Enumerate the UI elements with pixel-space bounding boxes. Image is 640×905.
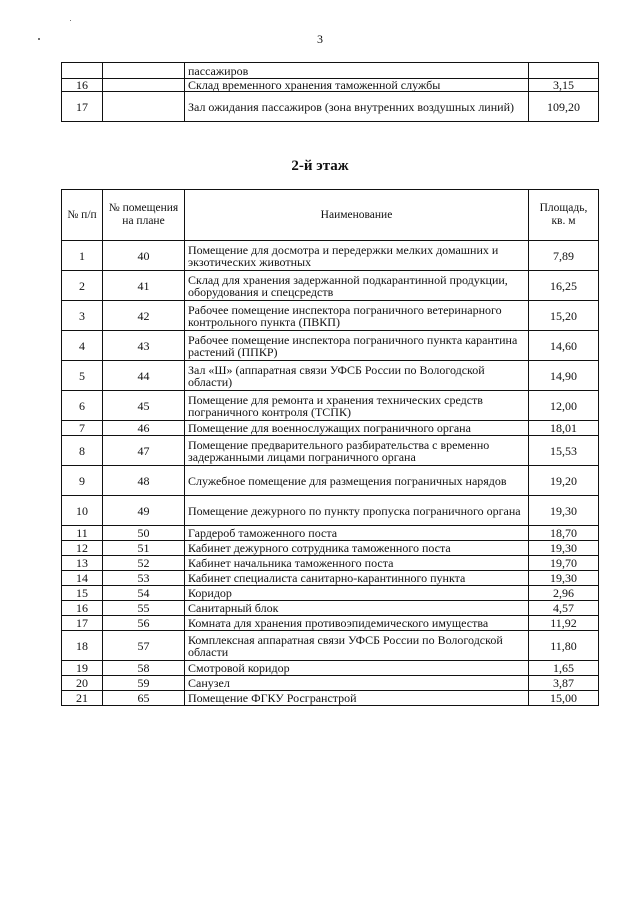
- room-name: Кабинет специалиста санитарно-карантинного пункта: [185, 571, 529, 586]
- room-area: 19,30: [529, 496, 599, 526]
- table-row: [62, 661, 599, 676]
- header-area: Площадь, кв. м: [529, 190, 599, 241]
- room-area: 15,00: [529, 691, 599, 706]
- room-name: Помещение дежурного по пункту пропуска пограничного органа: [185, 496, 529, 526]
- room-number: 58: [103, 661, 185, 676]
- row-number: 8: [62, 436, 103, 466]
- table-row: [62, 391, 599, 421]
- room-number: 65: [103, 691, 185, 706]
- room-number: 56: [103, 616, 185, 631]
- room-name: Комната для хранения противоэпидемического имущества: [185, 616, 529, 631]
- row-number: [62, 63, 103, 79]
- room-number: 45: [103, 391, 185, 421]
- row-number: 12: [62, 541, 103, 556]
- room-name: Санузел: [185, 676, 529, 691]
- room-area: 14,60: [529, 331, 599, 361]
- row-number: 11: [62, 526, 103, 541]
- room-name: Зал «Ш» (аппаратная связи УФСБ России по Вологодской области): [185, 361, 529, 391]
- room-area: [529, 63, 599, 79]
- room-name: Рабочее помещение инспектора пограничного ветеринарного контрольного пункта (ПВКП): [185, 301, 529, 331]
- room-number: 55: [103, 601, 185, 616]
- room-number: 54: [103, 586, 185, 601]
- table-row: [62, 541, 599, 556]
- row-number: 9: [62, 466, 103, 496]
- header-name: Наименование: [185, 190, 529, 241]
- room-area: 7,89: [529, 241, 599, 271]
- row-number: 2: [62, 271, 103, 301]
- row-number: 17: [62, 92, 103, 122]
- row-number: 18: [62, 631, 103, 661]
- row-number: 7: [62, 421, 103, 436]
- room-name: Служебное помещение для размещения пограничных нарядов: [185, 466, 529, 496]
- room-name: Санитарный блок: [185, 601, 529, 616]
- room-area: 4,57: [529, 601, 599, 616]
- table-header-row: [62, 190, 599, 241]
- room-name: Коридор: [185, 586, 529, 601]
- room-name: Смотровой коридор: [185, 661, 529, 676]
- room-number: 59: [103, 676, 185, 691]
- room-name: Помещение для ремонта и хранения технических средств пограничного контроля (ТСПК): [185, 391, 529, 421]
- table-row: [62, 616, 599, 631]
- row-number: 15: [62, 586, 103, 601]
- header-num: № п/п: [62, 190, 103, 241]
- row-number: 5: [62, 361, 103, 391]
- room-number: 42: [103, 301, 185, 331]
- table-row: [62, 301, 599, 331]
- row-number: 14: [62, 571, 103, 586]
- room-area: 3,87: [529, 676, 599, 691]
- room-number: [103, 63, 185, 79]
- row-number: 4: [62, 331, 103, 361]
- room-area: 109,20: [529, 92, 599, 122]
- room-number: [103, 79, 185, 92]
- rooms-table-body: [62, 241, 599, 706]
- table-row: [62, 361, 599, 391]
- continuation-table: [61, 62, 599, 122]
- room-number: 51: [103, 541, 185, 556]
- room-area: 12,00: [529, 391, 599, 421]
- room-number: 48: [103, 466, 185, 496]
- room-name: Зал ожидания пассажиров (зона внутренних воздушных линий): [185, 92, 529, 122]
- table-row: [62, 676, 599, 691]
- room-name: пассажиров: [185, 63, 529, 79]
- room-number: [103, 92, 185, 122]
- room-name: Склад временного хранения таможенной службы: [185, 79, 529, 92]
- table-row: [62, 271, 599, 301]
- table-row: [62, 571, 599, 586]
- continuation-table-body: [62, 63, 599, 122]
- table-row: [62, 466, 599, 496]
- page-number: 3: [317, 32, 323, 46]
- scan-speck: [70, 20, 71, 21]
- table-row: [62, 63, 599, 79]
- row-number: 1: [62, 241, 103, 271]
- room-area: 14,90: [529, 361, 599, 391]
- room-name: Помещение ФГКУ Росгранстрой: [185, 691, 529, 706]
- room-area: 18,70: [529, 526, 599, 541]
- row-number: 20: [62, 676, 103, 691]
- table-row: [62, 92, 599, 122]
- table-row: [62, 496, 599, 526]
- room-number: 43: [103, 331, 185, 361]
- room-number: 40: [103, 241, 185, 271]
- room-area: 2,96: [529, 586, 599, 601]
- table-row: [62, 601, 599, 616]
- room-number: 41: [103, 271, 185, 301]
- room-area: 11,80: [529, 631, 599, 661]
- room-area: 19,20: [529, 466, 599, 496]
- table-row: [62, 586, 599, 601]
- room-number: 47: [103, 436, 185, 466]
- room-number: 49: [103, 496, 185, 526]
- row-number: 3: [62, 301, 103, 331]
- table-row: [62, 691, 599, 706]
- room-area: 15,20: [529, 301, 599, 331]
- room-number: 52: [103, 556, 185, 571]
- table-row: [62, 79, 599, 92]
- room-name: Комплексная аппаратная связи УФСБ России по Вологодской области: [185, 631, 529, 661]
- room-number: 57: [103, 631, 185, 661]
- row-number: 13: [62, 556, 103, 571]
- room-area: 15,53: [529, 436, 599, 466]
- row-number: 21: [62, 691, 103, 706]
- floor-title: 2-й этаж: [291, 158, 349, 174]
- room-name: Помещение для досмотра и передержки мелких домашних и экзотических животных: [185, 241, 529, 271]
- room-area: 11,92: [529, 616, 599, 631]
- room-area: 19,30: [529, 571, 599, 586]
- row-number: 6: [62, 391, 103, 421]
- table-row: [62, 631, 599, 661]
- room-name: Склад для хранения задержанной подкарантинной продукции, оборудования и спецсредств: [185, 271, 529, 301]
- table-row: [62, 526, 599, 541]
- rooms-table: [61, 189, 599, 706]
- table-row: [62, 241, 599, 271]
- room-area: 18,01: [529, 421, 599, 436]
- table-row: [62, 421, 599, 436]
- row-number: 16: [62, 79, 103, 92]
- table-row: [62, 436, 599, 466]
- header-room: № помещения на плане: [103, 190, 185, 241]
- table-row: [62, 556, 599, 571]
- row-number: 17: [62, 616, 103, 631]
- row-number: 10: [62, 496, 103, 526]
- room-area: 1,65: [529, 661, 599, 676]
- room-number: 44: [103, 361, 185, 391]
- row-number: 19: [62, 661, 103, 676]
- room-number: 53: [103, 571, 185, 586]
- room-number: 46: [103, 421, 185, 436]
- room-name: Гардероб таможенного поста: [185, 526, 529, 541]
- room-name: Кабинет начальника таможенного поста: [185, 556, 529, 571]
- room-name: Рабочее помещение инспектора пограничного пункта карантина растений (ППКР): [185, 331, 529, 361]
- room-area: 3,15: [529, 79, 599, 92]
- room-area: 16,25: [529, 271, 599, 301]
- table-row: [62, 331, 599, 361]
- room-area: 19,30: [529, 541, 599, 556]
- room-name: Помещение для военнослужащих пограничного органа: [185, 421, 529, 436]
- room-area: 19,70: [529, 556, 599, 571]
- row-number: 16: [62, 601, 103, 616]
- room-name: Помещение предварительного разбирательства с временно задержанными лицами пограничного органа: [185, 436, 529, 466]
- room-number: 50: [103, 526, 185, 541]
- room-name: Кабинет дежурного сотрудника таможенного поста: [185, 541, 529, 556]
